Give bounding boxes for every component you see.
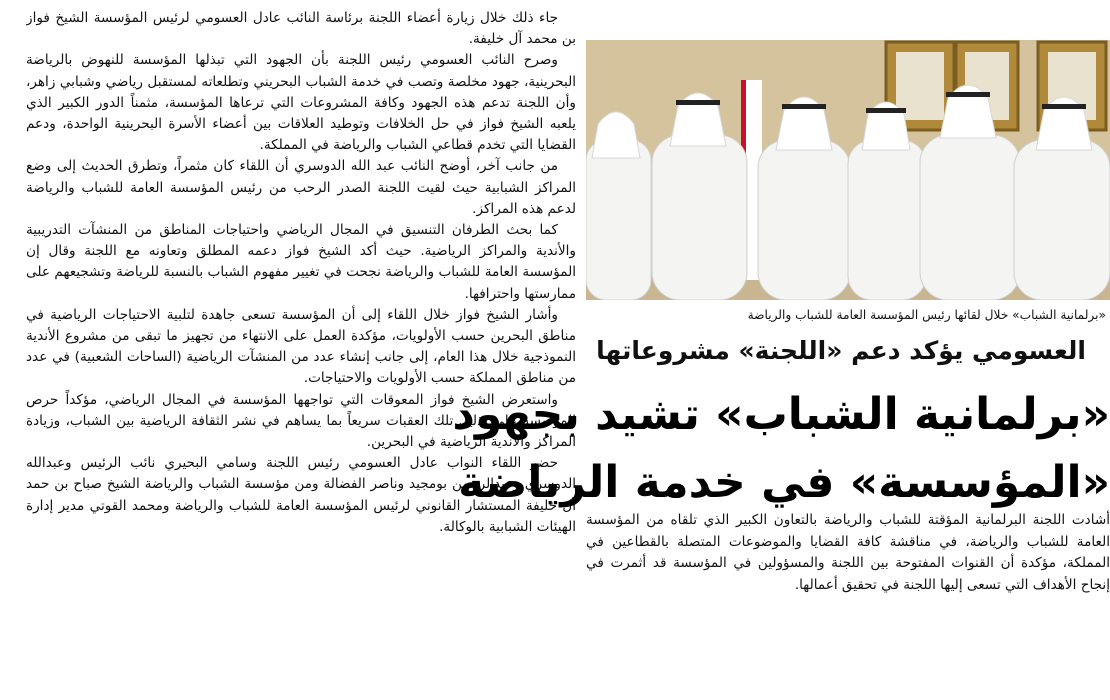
body-paragraph: حضر اللقاء النواب عادل العسومي رئيس اللجنة وسامي البحيري نائب الرئيس وعبدالله الدوسري وعبدالرحمن بومجيد وناصر الفضالة ومن مؤسسة الشباب والرياضة الشيخ صباح بن حمد آل خليفة المستشار القانوني لرئيس المؤسسة العامة للشباب والرياضة ومحمد القوتي مدير إدارة الهيئات الشبابية بالوكالة. xyxy=(26,455,576,535)
article-body xyxy=(26,8,576,698)
body-paragraph: جاء ذلك خلال زيارة أعضاء اللجنة برئاسة النائب عادل العسومي لرئيس المؤسسة الشيخ فواز بن محمد آل خليفة. xyxy=(26,10,576,48)
article-header-column xyxy=(452,40,1110,700)
body-paragraph: كما بحث الطرفان التنسيق في المجال الرياضي واحتياجات المناطق من المنشآت التدريبية والأندية والمراكز الرياضية. حيث أكد الشيخ فواز دعمه المطلق وتعاونه مع اللجنة وقال إن المؤسسة العامة للشباب والرياضة نجحت في تغيير مفهوم الشباب بالنسبة للرياضة وتشجيعهم على ممارستها واحترافها. xyxy=(26,222,576,302)
group-photo xyxy=(586,40,1110,300)
group-photo-illustration xyxy=(586,40,1110,300)
lead-paragraph: أشادت اللجنة البرلمانية المؤقتة للشباب والرياضة بالتعاون الكبير الذي تلقاه من المؤسسة العامة للشباب والرياضة، في مناقشة كافة القضايا والموضوعات المتصلة بالقطاعين في المملكة، مؤكدة أن القنوات المفتوحة بين اللجنة والمسؤولين في المؤسسة قد أثمرت في إنجاح الأهداف التي تسعى إليها اللجنة في تحقيق أعمالها. xyxy=(586,512,1110,593)
article-kicker: العسومي يؤكد دعم «اللجنة» مشروعاتها xyxy=(596,336,1086,365)
article-lead xyxy=(586,510,1110,680)
headline-line-1: «برلمانية الشباب» تشيد بجهود xyxy=(452,389,1110,440)
body-paragraph: وصرح النائب العسومي رئيس اللجنة بأن الجهود التي تبذلها المؤسسة للنهوض بالرياضة البحرينية، جهود مخلصة وتصب في خدمة الشباب البحريني وتطلعاته لمستقبل رياضي وشبابي زاهر، وأن اللجنة تدعم هذه الجهود وكافة المشروعات التي ترعاها المؤسسة، مثمناً الدور الكبير الذي يلعبه الشيخ فواز في حل الخلافات وتوطيد العلاقات بين أعضاء الأسرة البحرينية الواحدة، ودعم القضايا التي تخدم قطاعي الشباب والرياضة في المملكة. xyxy=(26,52,576,154)
headline-line-2: «المؤسسة» في خدمة الرياضة xyxy=(458,457,1110,508)
photo-caption: «برلمانية الشباب» خلال لقائها رئيس المؤسسة العامة للشباب والرياضة xyxy=(747,308,1106,322)
body-paragraph: من جانب آخر، أوضح النائب عبد الله الدوسري أن اللقاء كان مثمراً، وتطرق الحديث إلى وضع المراكز الشبابية حيث لقيت اللجنة الصدر الرحب من رئيس المؤسسة العامة للشباب والرياضة لدعم هذه المراكز. xyxy=(26,158,576,217)
body-paragraph: وأشار الشيخ فواز خلال اللقاء إلى أن المؤسسة تسعى جاهدة لتلبية الاحتياجات الرياضية في مناطق البحرين حسب الأولويات، مؤكدة العمل على الانتهاء من تجهيز ما تبقى من مشروع الأندية النموذجية خلال هذا العام، إلى جانب إنشاء عدد من المنشآت الرياضية (الساحات الشعبية) في عدد من مناطق المملكة حسب الأولويات والاحتياجات. xyxy=(26,306,576,387)
body-paragraph: واستعرض الشيخ فواز المعوقات التي تواجهها المؤسسة في المجال الرياضي، مؤكداً حرص المؤسسة على تذليل تلك العقبات سريعاً بما يساهم في نشر الثقافة الرياضية بين الشباب، وزيادة المراكز والأندية الرياضية في البحرين. xyxy=(26,391,576,451)
